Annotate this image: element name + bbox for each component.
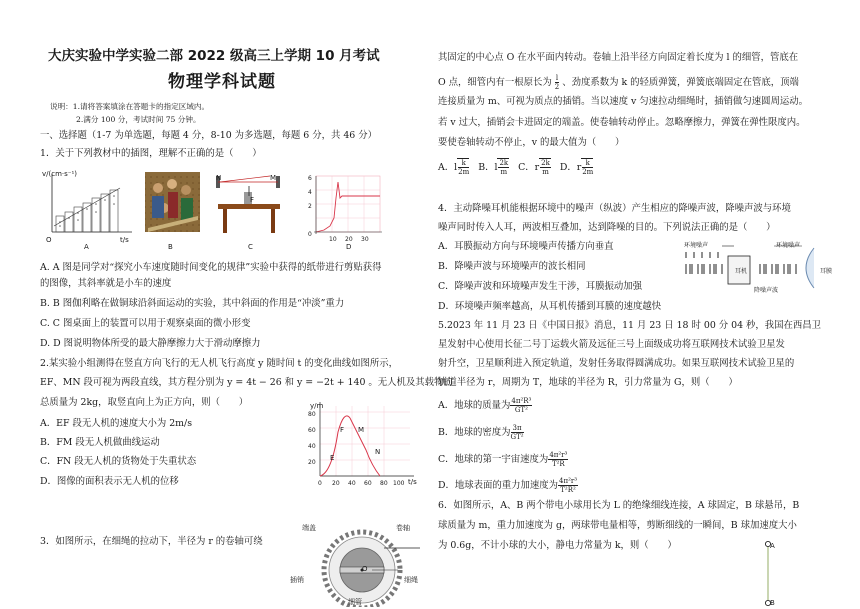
q5-c-text: C．地球的第一宇宙速度为 — [438, 454, 549, 465]
q5-c-den: T²R — [551, 460, 565, 468]
q2-point-m: M — [358, 426, 365, 434]
q5-b-text: B．地球的密度为 — [438, 427, 511, 438]
b-num: 2k — [499, 159, 509, 167]
q3-frac-l-over-2 — [555, 74, 559, 91]
q2-line3: 总质量为 2kg，取竖直向上为正方向，则（ ） — [40, 397, 249, 408]
q3-label-endcap: 端盖 — [302, 524, 316, 532]
q3-stem: 3．如图所示，在细绳的拉动下，半径为 r 的卷轴可绕 — [40, 536, 263, 547]
sqrt-a — [457, 158, 469, 176]
q5-line2: 星发射中心使用长征二号丁运载火箭及远征三号上面级成功将互联网技术试验卫星发 — [438, 339, 785, 350]
q3-label-rope: 细绳 — [404, 576, 418, 584]
q5-line3: 射升空，卫星顺利进入预定轨道，发射任务取得圆满成功。如果互联网技术试验卫星的 — [438, 358, 795, 369]
q3-cont-line1: 其固定的中心点 O 在水平面内转动。卷轴上沿半径方向固定着长度为 l 的细管，管底在 — [438, 52, 799, 63]
q5-a-num: 4π²R³ — [511, 397, 532, 405]
q4-option-b: B．降噪声波与环境噪声的波长相同 — [438, 261, 586, 272]
fig-d-tick-10: 10 — [329, 236, 337, 243]
q3-cont-line3: 连接质量为 m、可视为质点的插销。当以速度 v 匀速拉动细绳时，插销做匀速圆周运动。 — [438, 96, 809, 107]
frac-den: 2 — [554, 83, 560, 91]
q2-ytick-20: 20 — [308, 459, 316, 466]
sqrt-c — [539, 158, 551, 176]
q1-stem: 1．关于下列教材中的插图，理解不正确的是（ ） — [40, 148, 262, 159]
q6-line1: 6．如图所示，A、B 两个带电小球用长为 L 的绝缘细线连接，A 球固定，B 球悬吊，B — [438, 500, 800, 511]
q2-ytick-40: 40 — [308, 443, 316, 450]
q5-d-num: 4π²r³ — [559, 477, 578, 485]
q2-point-f: F — [340, 426, 345, 434]
q6-label-b: B — [770, 599, 775, 607]
c-den: m — [542, 168, 549, 176]
q6-line3: 为 0.6g，不计小球的大小，静电力常量为 k，则（ ） — [438, 540, 677, 551]
fig-label-d: D — [346, 243, 352, 251]
q1-option-a-line1: A. A 图是同学对“探究小车速度随时间变化的规律”实验中获得的纸带进行剪贴获得 — [40, 262, 382, 273]
q1-option-a-line2: 的图像，其斜率就是小车的速度 — [40, 278, 172, 289]
q2-point-n: N — [375, 448, 381, 456]
b-den: m — [500, 168, 508, 176]
q3-option-b: B．l — [478, 162, 498, 173]
q1-option-c: C. C 图桌面上的装置可以用于观察桌面的微小形变 — [40, 318, 251, 329]
fig-label-c: C — [248, 243, 253, 251]
q5-d-den: T²R² — [560, 486, 576, 494]
q2-option-d: D．图像的面积表示无人机的位移 — [40, 476, 179, 487]
q3-option-a: A．l — [438, 162, 458, 173]
fig-d-tick-2: 2 — [308, 203, 312, 210]
q2-point-e: E — [330, 454, 335, 462]
fig-d-tick-0: 0 — [308, 231, 312, 238]
q5-line1: 5.2023 年 11 月 23 日《中国日报》消息，11 月 23 日 18 时 00 分 04 秒，我国在西昌卫 — [438, 320, 822, 331]
q4-label-earphone: 耳机 — [735, 268, 748, 275]
q3-option-c: C．r — [518, 162, 540, 173]
q4-option-a: A．耳膜振动方向与环境噪声传播方向垂直 — [438, 241, 614, 252]
q5-a-text: A．地球的质量为 — [438, 400, 511, 411]
q6-line2: 球质量为 m，重力加速度为 g，两球带电量相等，剪断细线的一瞬间，B 球加速度大小 — [438, 520, 797, 531]
q2-xlabel: t/s — [408, 478, 417, 486]
q5-option-b — [438, 424, 524, 441]
q2-xtick-60: 60 — [364, 480, 372, 487]
sqrt-d — [581, 158, 593, 176]
fig-d-tick-4: 4 — [308, 189, 312, 196]
q2-ytick-80: 80 — [308, 411, 316, 418]
fig-label-a: A — [84, 243, 89, 251]
fig-c-label-m: M — [270, 174, 277, 182]
q4-line2: 噪声同时传入人耳，两波相互叠加，达到降噪的目的。下列说法正确的是（ ） — [438, 222, 776, 233]
fig-label-b: B — [168, 243, 173, 251]
q2-option-b: B．FM 段无人机做曲线运动 — [40, 437, 160, 448]
q3-option-d: D．r — [559, 162, 582, 173]
figure-a-tape-chart — [52, 174, 132, 232]
q5-option-c — [438, 451, 568, 468]
q5-d-text: D．地球表面的重力加速度为 — [438, 480, 559, 491]
note-2: 2.满分 100 分，考试时间 75 分钟。 — [76, 115, 201, 124]
q5-c-num: 4π²r³ — [549, 451, 568, 459]
section-heading: 一、选择题（1-7 为单选题，每题 4 分，8-10 为多选题，每题 6 分，共 46 分） — [40, 130, 377, 141]
q2-line1: 2.某实验小组测得在竖直方向飞行的无人机飞行高度 y 随时间 t 的变化曲线如图所示， — [40, 358, 399, 369]
q2-xtick-0: 0 — [318, 480, 322, 487]
q2-xtick-40: 40 — [348, 480, 356, 487]
figure-d-force-graph — [314, 176, 382, 234]
sqrt-b — [497, 158, 509, 176]
fig-c-label-f: F — [250, 196, 255, 204]
fig-c-label-n: N — [216, 174, 222, 182]
q4-line1: 4．主动降噪耳机能根据环境中的噪声（纵波）产生相应的降噪声波，降噪声波与环境 — [438, 203, 791, 214]
q2-ytick-60: 60 — [308, 427, 316, 434]
exam-subtitle: 物理学科试题 — [168, 72, 276, 92]
fig-a-axis-label: v/(cm·s⁻¹) — [42, 170, 78, 178]
q4-option-d: D．环境噪声频率越高，从耳机传播到耳膜的速度越快 — [438, 301, 662, 312]
q3-cont-line2a: O 点，细管内有一根原长为 — [438, 77, 552, 88]
q6-ball-diagram — [758, 538, 778, 607]
figure-c-table-mirror — [216, 176, 280, 233]
q6-label-a: A — [770, 542, 775, 550]
q3-cont-line5: 要使卷轴转动不停止，v 的最大值为（ ） — [438, 137, 625, 148]
q2-line2: EF、MN 段可视为两段直线，其方程分别为 y = 4t − 26 和 y = −2t + 140 。无人机及其载物的 — [40, 377, 453, 388]
q3-label-tube: 细管 — [348, 598, 362, 606]
q2-xtick-100: 100 — [393, 480, 405, 487]
q2-option-c: C．FN 段无人机的货物处于失重状态 — [40, 456, 197, 467]
d-den: 2m — [582, 168, 594, 176]
a-num: k — [458, 159, 469, 168]
q1-option-b: B. B 图伽利略在做铜球沿斜面运动的实验，其中斜面的作用是“冲淡”重力 — [40, 298, 345, 309]
figure-b-galileo — [145, 172, 200, 232]
q5-option-a — [438, 397, 532, 414]
q3-cont-line2b: 、劲度系数为 k 的轻质弹簧，弹簧底端固定在管底，顶端 — [562, 77, 799, 88]
a-den: 2m — [458, 168, 470, 176]
q4-label-env-noise-right: 环境噪声 — [776, 242, 801, 249]
q2-xtick-80: 80 — [380, 480, 388, 487]
q4-label-anti-noise: 降噪声波 — [754, 287, 779, 294]
q3-label-o: O — [362, 565, 368, 573]
q4-option-c: C．降噪声波和环境噪声发生干涉，耳膜振动加强 — [438, 281, 643, 292]
fig-a-origin: O — [46, 236, 52, 244]
fig-d-tick-30: 30 — [361, 236, 369, 243]
q5-a-den: GT² — [514, 406, 528, 414]
fig-a-x-label: t/s — [120, 236, 129, 244]
q3-cont-line2 — [438, 74, 799, 91]
c-num: 2k — [541, 159, 550, 167]
q5-b-den: GT² — [510, 433, 524, 441]
q2-ylabel: y/m — [310, 402, 324, 410]
q3-options — [438, 158, 593, 176]
q3-cont-line4: 若 v 过大，插销会卡进固定的端盖。使卷轴转动停止。忽略摩擦力，弹簧在弹性限度内。 — [438, 117, 806, 128]
q4-label-env-noise-left: 环境噪声 — [684, 242, 709, 249]
exam-title: 大庆实验中学实验二部 2022 级高三上学期 10 月考试 — [48, 48, 380, 64]
d-num: k — [582, 159, 593, 168]
note-1: 说明：1.请将答案填涂在答题卡的指定区域内。 — [50, 102, 210, 111]
q2-xtick-20: 20 — [332, 480, 340, 487]
q3-label-pin: 插销 — [290, 576, 304, 584]
q1-option-d: D. D 图说明物体所受的最大静摩擦力大于滑动摩擦力 — [40, 338, 261, 349]
q4-label-eardrum: 耳膜 — [820, 268, 833, 275]
q5-b-num: 3π — [511, 424, 524, 433]
frac-num: l — [555, 74, 559, 82]
q5-option-d — [438, 477, 578, 494]
fig-d-tick-6: 6 — [308, 175, 312, 182]
q3-label-reel: 卷轴 — [396, 524, 410, 532]
fig-d-tick-20: 20 — [345, 236, 353, 243]
q5-line4: 轨道半径为 r，周期为 T，地球的半径为 R，引力常量为 G，则（ ） — [438, 377, 738, 388]
q2-option-a: A．EF 段无人机的速度大小为 2m/s — [40, 418, 193, 429]
